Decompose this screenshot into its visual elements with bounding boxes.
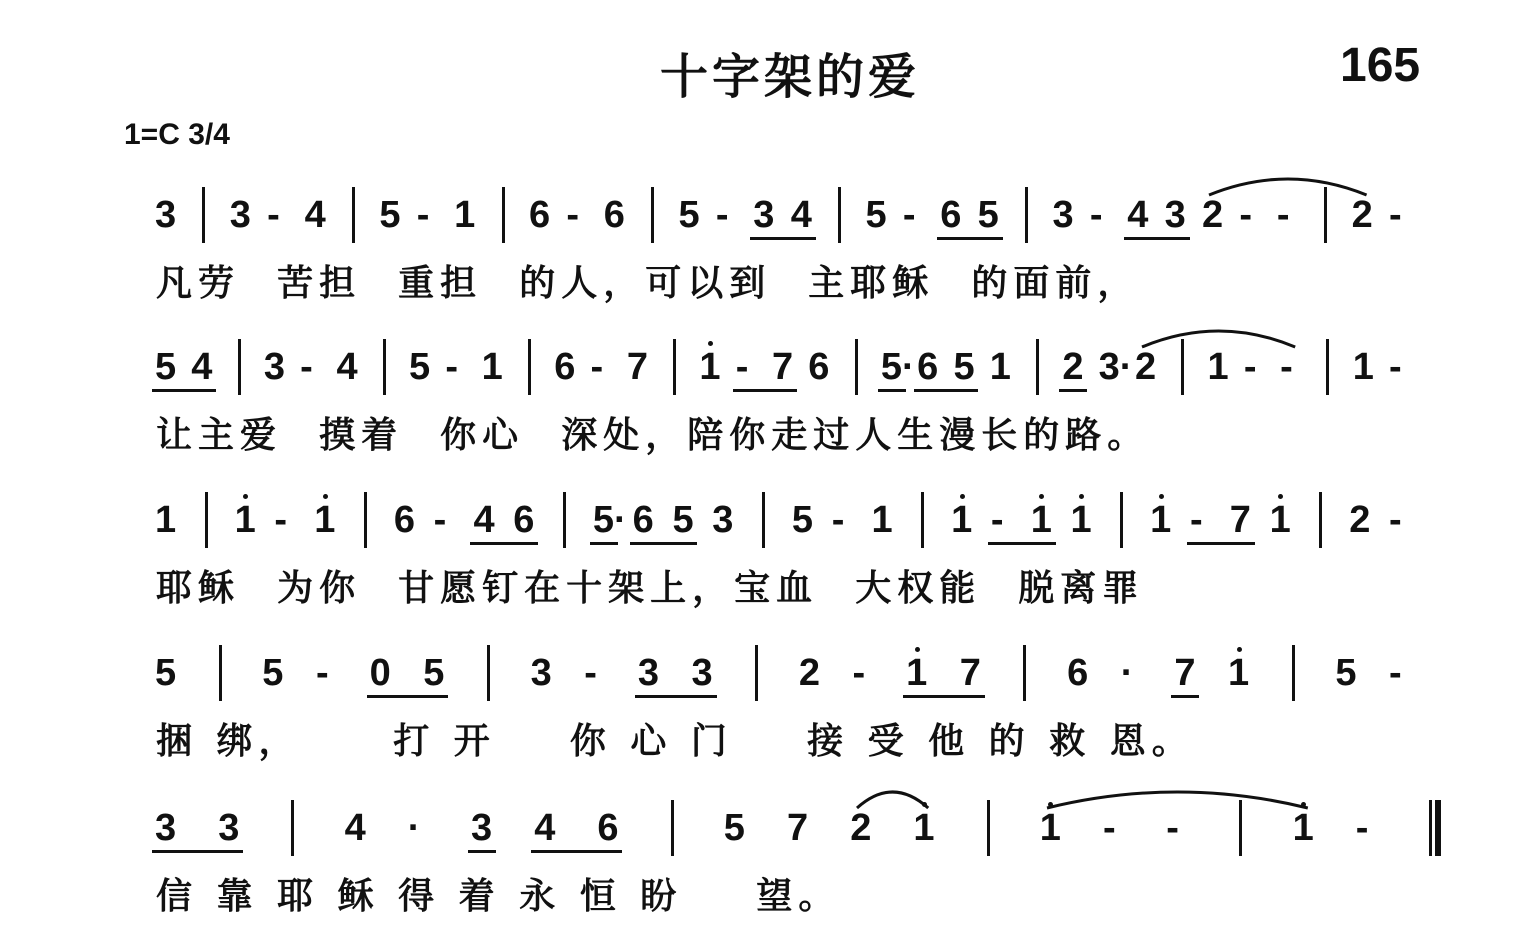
tie-curve (857, 792, 928, 808)
hymn-title: 十字架的爱 (659, 49, 920, 105)
note: 1 (1040, 808, 1061, 848)
note: 2 (1349, 499, 1371, 541)
note: 7 (959, 652, 981, 694)
lyrics-line: 信 靠 耶 稣 得 着 永 恒 盼 望。 (156, 876, 841, 917)
octave-dot (1278, 494, 1283, 499)
note: 4 (344, 807, 366, 849)
barline (1429, 800, 1441, 856)
note: - (1089, 194, 1103, 236)
note: - (416, 194, 430, 236)
note: - (1189, 499, 1203, 541)
note: 6 (513, 499, 535, 541)
note: 1 (235, 500, 256, 540)
octave-dot (1159, 494, 1164, 499)
note: 1 (871, 499, 893, 541)
note: 1 (314, 500, 335, 540)
lyrics-line: 耶稣 为你 甘愿钉在十架上，宝血 大权能 脱离罪 (156, 568, 1145, 609)
note: 0 (369, 652, 391, 694)
note: 1 (906, 653, 927, 693)
note: 1 (913, 808, 934, 848)
note: 5 (409, 346, 431, 388)
note: - (1389, 194, 1402, 236)
tie-curve (1047, 792, 1308, 808)
note: 1 (1031, 500, 1052, 540)
barline (1120, 492, 1123, 548)
note: - (1389, 346, 1402, 388)
tie-curve (1142, 331, 1295, 347)
note: 1 (1207, 346, 1229, 388)
note: 3 (218, 807, 240, 849)
octave-dot (243, 494, 248, 499)
note: 3 (637, 652, 659, 694)
note: 6 (597, 807, 619, 849)
note: - (831, 499, 845, 541)
note: 5 (678, 194, 700, 236)
note: 3 (753, 194, 775, 236)
note: 1 (1352, 346, 1374, 388)
note: 1 (454, 194, 476, 236)
barline (987, 800, 990, 856)
note: 4 (304, 194, 326, 236)
barline (528, 339, 531, 395)
note: - (1103, 807, 1116, 849)
octave-dot (1039, 494, 1044, 499)
note: 6 (554, 346, 576, 388)
barline (219, 645, 222, 701)
barline (487, 645, 490, 701)
note: 2 (850, 807, 872, 849)
note: 4 (336, 346, 358, 388)
note: 6 (528, 194, 551, 236)
note: 4 (191, 346, 213, 388)
beat-underline (590, 542, 618, 545)
beat-underline (468, 850, 496, 853)
note: 3 (1164, 194, 1186, 236)
note: - (1389, 652, 1402, 694)
barline (1025, 187, 1028, 243)
note: - (1166, 807, 1179, 849)
note: - (1239, 194, 1253, 236)
note: 4 (534, 807, 556, 849)
note: 5 (155, 346, 177, 388)
barline (671, 800, 674, 856)
note: 4 (1127, 194, 1149, 236)
note: - (1355, 807, 1369, 849)
note: 6 (917, 346, 939, 388)
barline (1036, 339, 1039, 395)
note: - (1280, 346, 1293, 388)
beat-underline (367, 695, 449, 698)
note: 5 (791, 499, 814, 541)
key-signature: 1=C 3/4 (124, 118, 230, 151)
note: 3 (155, 807, 177, 849)
beat-underline (988, 542, 1056, 545)
beat-underline (750, 237, 815, 240)
note: 2 (1202, 194, 1224, 236)
note: 3 (229, 194, 251, 236)
note: 3· (1098, 346, 1133, 388)
tie-slur (1140, 321, 1297, 351)
note: 3 (155, 194, 177, 236)
tie-curve (1209, 179, 1367, 195)
octave-dot (1237, 647, 1242, 652)
note: 6 (808, 346, 830, 388)
note: 3 (530, 652, 552, 694)
barline (755, 645, 758, 701)
beat-underline (1059, 389, 1087, 392)
note: 1 (1071, 500, 1092, 540)
note: 5 (155, 652, 177, 694)
barline (364, 492, 367, 548)
note: - (902, 194, 916, 236)
note: 5 (977, 194, 999, 236)
beat-underline (152, 850, 243, 853)
beat-underline (1187, 542, 1255, 545)
note: - (735, 346, 749, 388)
tie-slur (855, 782, 930, 812)
barline (838, 187, 841, 243)
note: 5 (723, 807, 745, 849)
note: 2 (798, 652, 820, 694)
note: 1 (1270, 500, 1291, 540)
beat-underline (635, 695, 717, 698)
beat-underline (630, 542, 698, 545)
barline (1292, 645, 1295, 701)
note: - (1276, 194, 1290, 236)
note: 5 (379, 194, 401, 236)
barline (202, 187, 205, 243)
note: - (715, 194, 729, 236)
tie-slur (1045, 782, 1310, 812)
beat-underline (1171, 695, 1199, 698)
note: 6 (940, 194, 962, 236)
note: - (267, 194, 280, 236)
note: 1 (1293, 808, 1314, 848)
octave-dot (1079, 494, 1084, 499)
note: 7 (787, 807, 809, 849)
barline (238, 339, 241, 395)
barline (1319, 492, 1322, 548)
note: 1 (989, 346, 1011, 388)
note: 5 (262, 652, 284, 694)
note: 4 (790, 194, 812, 236)
lyrics-line: 让主爱 摸着 你心 深处，陪你走过人生漫长的路。 (156, 415, 1150, 456)
note: - (300, 346, 313, 388)
note: · (1120, 652, 1134, 694)
note: 6 (1067, 652, 1089, 694)
barline (205, 492, 208, 548)
barline (502, 187, 505, 243)
note: 5 (865, 194, 887, 236)
note: 5 (423, 652, 445, 694)
note: - (433, 499, 447, 541)
note: - (990, 499, 1004, 541)
note: 5 (1335, 652, 1357, 694)
note: - (1389, 499, 1402, 541)
note: 2 (1134, 346, 1157, 388)
lyrics-line: 捆 绑， 打 开 你 心 门 接 受 他 的 救 恩。 (156, 721, 1194, 762)
note: · (407, 807, 421, 849)
barline (563, 492, 566, 548)
note: 1 (1150, 500, 1171, 540)
tie-slur (1207, 169, 1369, 199)
note: - (566, 194, 579, 236)
note: 2 (1351, 194, 1373, 236)
note: 1 (481, 346, 503, 388)
note: 3 (471, 807, 493, 849)
note: 7 (1229, 499, 1251, 541)
note: 6 (603, 194, 625, 236)
octave-dot (708, 341, 713, 346)
note: - (445, 346, 458, 388)
lyrics-line: 凡劳 苦担 重担 的人，可以到 主耶稣 的面前， (156, 263, 1140, 304)
note: 2 (1062, 346, 1084, 388)
note: - (584, 652, 597, 694)
note: - (315, 652, 329, 694)
note: 3 (1052, 194, 1074, 236)
barline (1326, 339, 1329, 395)
beat-underline (1124, 237, 1189, 240)
note: 3 (691, 652, 713, 694)
beat-underline (878, 389, 906, 392)
note: 3 (263, 346, 286, 388)
octave-dot (960, 494, 965, 499)
note: - (1243, 346, 1257, 388)
note: - (274, 499, 288, 541)
note: 7 (1174, 652, 1196, 694)
note: 1 (1228, 653, 1249, 693)
beat-underline (903, 695, 985, 698)
barline (673, 339, 676, 395)
beat-underline (470, 542, 538, 545)
barline (855, 339, 858, 395)
note: 3 (712, 499, 734, 541)
octave-dot (323, 494, 328, 499)
barline (383, 339, 386, 395)
note: 1 (951, 500, 972, 540)
octave-dot (915, 647, 920, 652)
beat-underline (914, 389, 978, 392)
beat-underline (733, 389, 797, 392)
barline (1023, 645, 1026, 701)
note: - (852, 652, 866, 694)
note: 5· (880, 346, 915, 388)
note: 7 (772, 346, 794, 388)
note: 6 (632, 499, 654, 541)
note: 5 (672, 499, 694, 541)
beat-underline (531, 850, 622, 853)
beat-underline (152, 389, 216, 392)
note: 6 (393, 499, 415, 541)
barline (352, 187, 355, 243)
barline (762, 492, 765, 548)
note: 5· (592, 499, 627, 541)
note: 7 (626, 346, 648, 388)
hymn-number: 165 (1340, 39, 1421, 92)
beat-underline (937, 237, 1002, 240)
barline (291, 800, 294, 856)
note: - (590, 346, 604, 388)
barline (921, 492, 924, 548)
note: 1 (699, 347, 720, 387)
barline (651, 187, 654, 243)
note: 4 (473, 499, 495, 541)
note: 1 (155, 499, 177, 541)
note: 5 (953, 346, 975, 388)
